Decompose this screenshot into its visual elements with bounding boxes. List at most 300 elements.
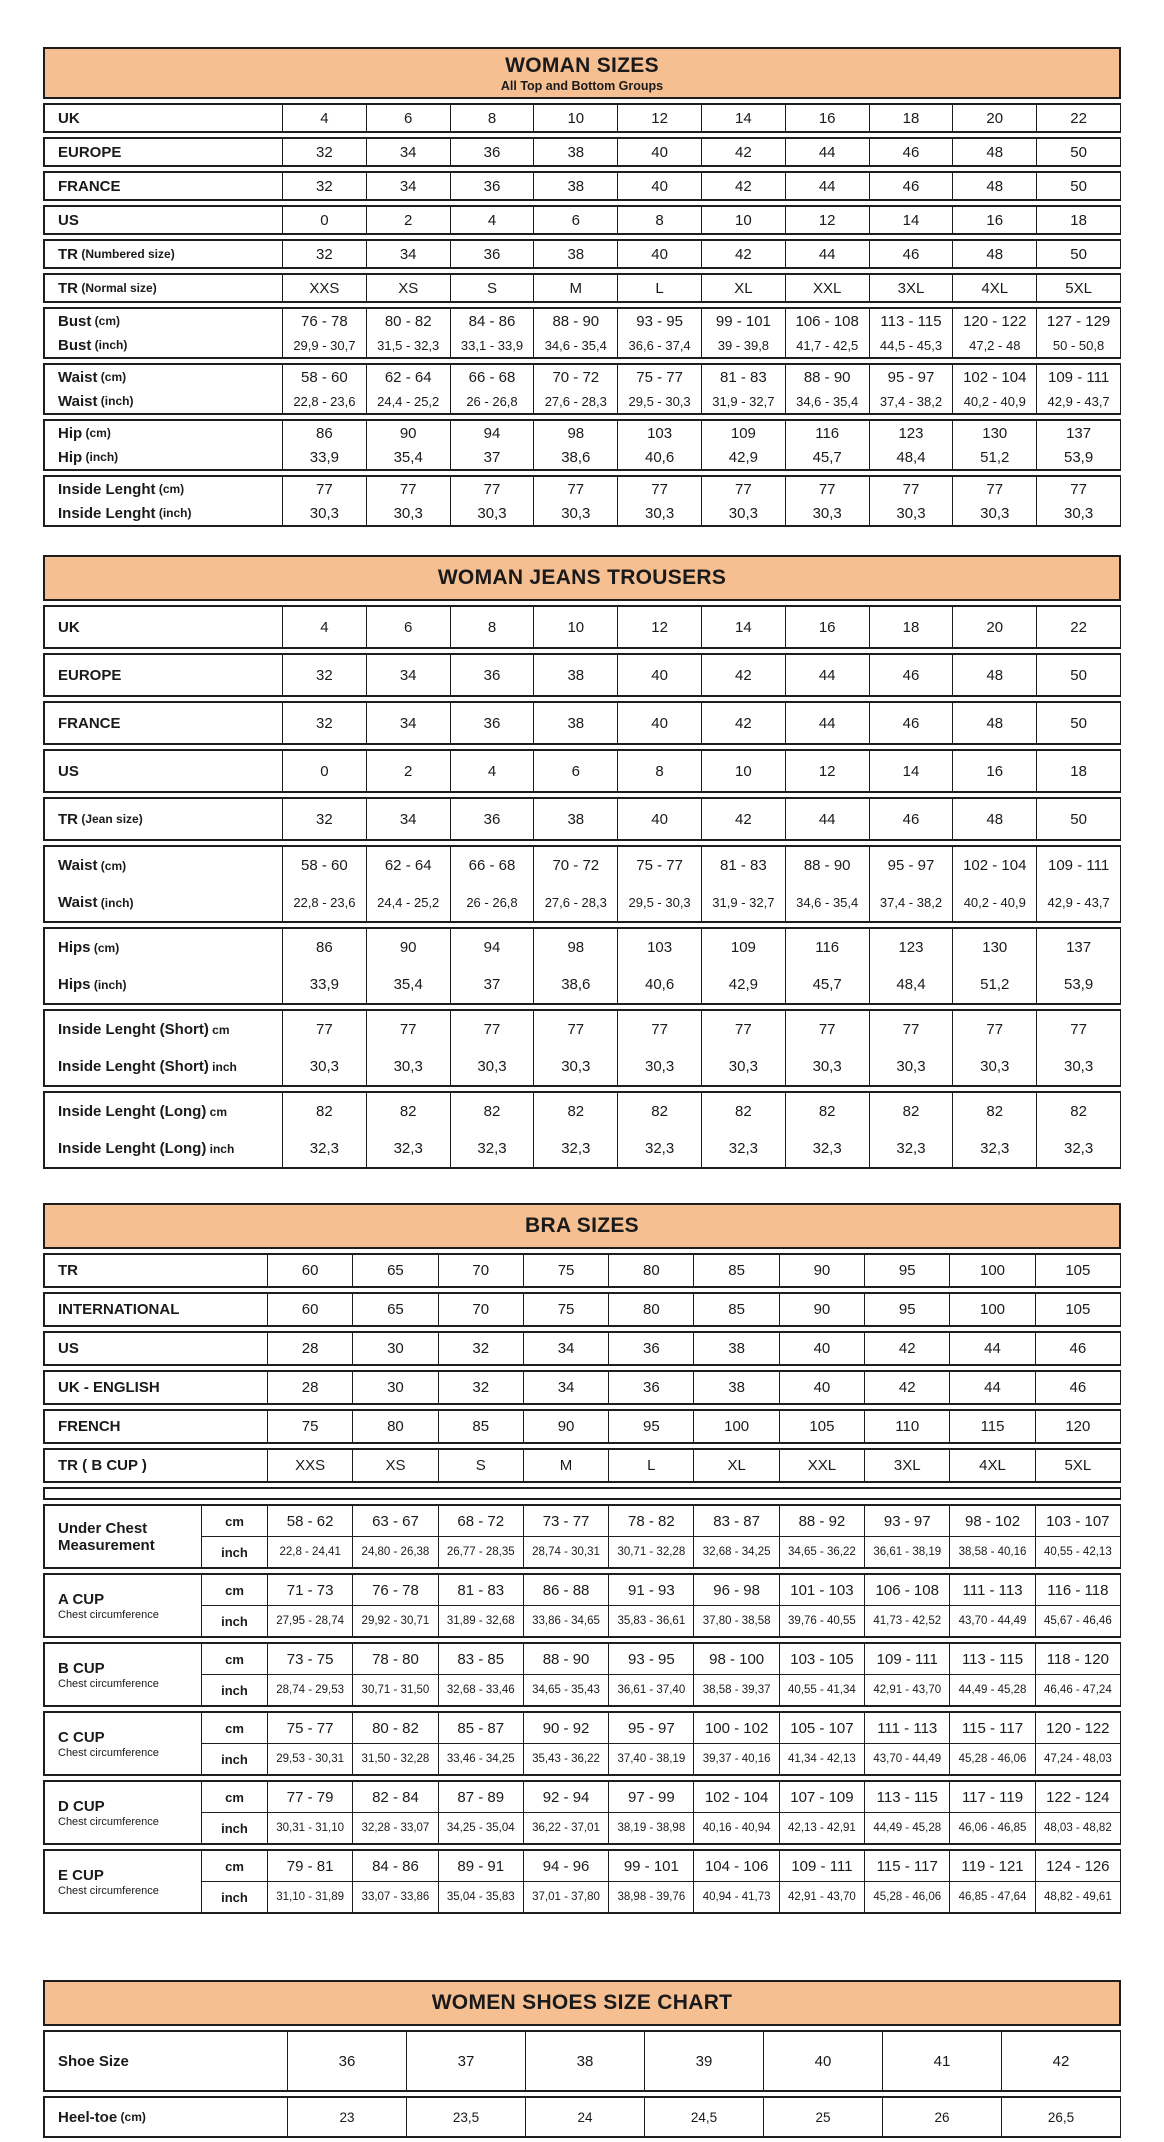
cell-value: 8: [487, 618, 497, 636]
cell-value: 78 - 82: [609, 1506, 693, 1537]
cell-value: 36,61 - 37,40: [617, 1684, 686, 1696]
row-label: Heel-toe (cm): [58, 2108, 146, 2126]
cell-value: 0: [320, 762, 329, 780]
table-cell: [534, 1009, 618, 1087]
table-cell: [780, 1409, 865, 1444]
table-cell: [534, 307, 618, 359]
table-cell: [367, 205, 451, 235]
table-cell: [702, 653, 786, 697]
table-cell: [451, 137, 535, 167]
table-cell: [702, 845, 786, 923]
table-cell: [870, 605, 954, 649]
table-cell: [618, 1009, 702, 1087]
table-cell: [524, 1253, 609, 1288]
cell-value: 44,49 - 45,28: [873, 1822, 942, 1834]
table-cell: [950, 1409, 1035, 1444]
cell-value: 77: [986, 480, 1004, 498]
table-cell: [524, 1642, 609, 1707]
row-label-cell: [43, 749, 283, 793]
table-cell: [451, 419, 535, 471]
table-cell: [1036, 1504, 1121, 1569]
cell-value: 34: [399, 810, 417, 828]
cell-value: 40: [813, 1379, 831, 1396]
cell-value: 38,58 - 39,37: [702, 1684, 771, 1696]
row-label: FRENCH: [58, 1418, 121, 1435]
cell-value: 75: [557, 1262, 575, 1279]
cell-value: 86: [316, 939, 333, 956]
cell-value: 37: [457, 2052, 475, 2070]
cell-value: 40,55 - 42,13: [1043, 1546, 1112, 1558]
row-label: Inside Lenght (Short) inch: [58, 1058, 237, 1075]
table-cell: [439, 1849, 524, 1914]
cell-value: 102 - 104: [694, 1782, 778, 1813]
table-cell: [953, 137, 1037, 167]
cell-value: 44: [984, 1340, 1001, 1357]
table-cell: [618, 205, 702, 235]
cell-value: 38: [567, 666, 585, 684]
cell-value: 86: [316, 424, 333, 442]
table-cell: [702, 797, 786, 841]
table-cell: [451, 205, 535, 235]
row-label-cell: [43, 171, 283, 201]
cell-value: 30,3: [896, 1058, 926, 1075]
table-cell: [786, 419, 870, 471]
row-label: UK: [58, 618, 80, 636]
table-row: [43, 653, 1121, 697]
cell-value: 76 - 78: [301, 312, 348, 330]
table-row: [43, 1253, 1121, 1288]
cell-value: 137: [1066, 424, 1092, 442]
table-cell: [609, 1711, 694, 1776]
cell-value: 20: [986, 618, 1004, 636]
unit-label-inch: inch: [221, 1544, 248, 1560]
table-cell: [953, 927, 1037, 1005]
cell-value: 36: [483, 143, 501, 161]
cell-value: 35,4: [393, 976, 423, 993]
cell-value: 92 - 94: [524, 1782, 608, 1813]
cell-value: 24,5: [690, 2109, 718, 2125]
cell-value: XXL: [807, 1457, 837, 1474]
cell-value: 38,19 - 38,98: [617, 1822, 686, 1834]
table-cell: [451, 103, 535, 133]
cell-value: 82: [986, 1103, 1004, 1120]
cell-value: 40,16 - 40,94: [702, 1822, 771, 1834]
table-cell: [870, 701, 954, 745]
cell-value: 109: [730, 424, 756, 442]
cell-value: 30,3: [477, 1058, 507, 1075]
table-cell: [953, 103, 1037, 133]
cell-value: 109 - 111: [1048, 368, 1110, 386]
row-label: Bust (inch): [58, 336, 128, 354]
table-cell: [439, 1573, 524, 1638]
table-cell: [609, 1448, 694, 1483]
cell-value: XXS: [295, 1457, 326, 1474]
cell-value: 123: [898, 424, 924, 442]
cell-value: 40,55 - 41,34: [788, 1684, 856, 1696]
table-cell: [283, 797, 367, 841]
table-cell: [353, 1292, 438, 1327]
unit-cell: [202, 1849, 268, 1914]
table-row: [43, 273, 1121, 303]
table-cell: [953, 845, 1037, 923]
table-cell: [618, 1091, 702, 1169]
row-label: Bust (cm): [58, 312, 121, 330]
table-cell: [439, 1370, 524, 1405]
table-cell: [451, 927, 535, 1005]
table-cell: [283, 171, 367, 201]
cell-value: 77: [818, 1021, 836, 1038]
cell-value: 98: [567, 939, 585, 956]
cup-sublabel: Chest circumference: [58, 1608, 159, 1621]
unit-label-cm: cm: [202, 1713, 267, 1744]
row-label-cell: [43, 205, 283, 235]
table-cell: [618, 749, 702, 793]
cell-value: 34,25 - 35,04: [446, 1822, 515, 1834]
table-cell: [367, 797, 451, 841]
table-cell: [780, 1448, 865, 1483]
cell-value: 60: [301, 1301, 319, 1318]
cell-value: 115 - 117: [865, 1851, 949, 1882]
cell-value: 82: [735, 1103, 752, 1120]
table-cell: [694, 1504, 779, 1569]
table-cell: [780, 1849, 865, 1914]
cell-value: 24,80 - 26,38: [361, 1546, 430, 1558]
table-row: [43, 1573, 1121, 1638]
cell-value: 28,74 - 30,31: [532, 1546, 600, 1558]
cell-value: 117 - 119: [950, 1782, 1034, 1813]
cell-value: XXL: [813, 279, 842, 297]
table-cell: [353, 1780, 438, 1845]
table-cell: [702, 239, 786, 269]
cell-value: 50: [1070, 245, 1087, 263]
table-cell: [950, 1573, 1035, 1638]
table-cell: [268, 1409, 353, 1444]
row-label-cell: [43, 1370, 268, 1405]
cell-value: 73 - 77: [524, 1506, 608, 1537]
row-label-cell: [43, 103, 283, 133]
table-cell: [870, 137, 954, 167]
cell-value: 36: [483, 714, 501, 732]
cell-value: 37,40 - 38,19: [617, 1753, 686, 1765]
cell-value: 81 - 83: [720, 857, 767, 874]
table-title: WOMAN SIZES: [505, 54, 659, 77]
table-cell: [609, 1642, 694, 1707]
cell-value: 88 - 90: [803, 857, 851, 874]
table-cell: [865, 1711, 950, 1776]
cell-value: 106 - 108: [795, 312, 859, 330]
table-cell: [953, 653, 1037, 697]
table-cell: [534, 653, 618, 697]
cell-value: 42: [735, 143, 752, 161]
cell-value: 38,6: [561, 448, 591, 466]
cell-value: 39: [695, 2052, 713, 2070]
cup-sublabel: Chest circumference: [58, 1815, 159, 1828]
table-row: [43, 1711, 1121, 1776]
row-label: TR (Jean size): [58, 810, 143, 828]
cell-value: 37: [483, 448, 501, 466]
cell-value: 22,8 - 23,6: [293, 895, 356, 910]
row-label-cell: [43, 1448, 268, 1483]
cell-value: 12: [818, 211, 836, 229]
cell-value: 34: [557, 1379, 575, 1396]
cup-sublabel: Chest circumference: [58, 1677, 159, 1690]
table-cell: [883, 2096, 1002, 2138]
cell-value: 28: [301, 1340, 319, 1357]
table-cell: [268, 1370, 353, 1405]
cell-value: 42,9: [728, 976, 758, 993]
cell-value: 44: [818, 666, 836, 684]
cell-value: 27,6 - 28,3: [544, 895, 607, 910]
cell-value: 46: [1069, 1379, 1087, 1396]
table-cell: [451, 1091, 535, 1169]
cell-value: 33,46 - 34,25: [446, 1753, 515, 1765]
cell-value: 35,83 - 36,61: [617, 1615, 686, 1627]
cell-value: 100: [980, 1301, 1006, 1318]
cell-value: 31,10 - 31,89: [276, 1891, 345, 1903]
table-cell: [534, 475, 618, 527]
cell-value: 75 - 77: [636, 368, 683, 386]
cell-value: 32,3: [644, 1140, 675, 1157]
table-cell: [780, 1711, 865, 1776]
cell-value: 18: [902, 618, 920, 636]
cell-value: 33,9: [309, 976, 339, 993]
table-cell: [870, 1009, 954, 1087]
cell-value: 10: [735, 211, 752, 229]
cell-value: 48: [986, 666, 1004, 684]
cell-value: 29,5 - 30,3: [628, 895, 691, 910]
cell-value: 40: [651, 714, 668, 732]
cell-value: 34,65 - 35,43: [532, 1684, 600, 1696]
table-cell: [526, 2030, 645, 2092]
table-row: [43, 1642, 1121, 1707]
cell-value: 32: [316, 810, 333, 828]
cell-value: 77: [818, 480, 836, 498]
cup-sublabel: Chest circumference: [58, 1746, 159, 1759]
row-label: Waist (cm): [58, 368, 127, 386]
cell-value: 98: [567, 424, 585, 442]
cell-value: 77: [1070, 480, 1087, 498]
cell-value: 77: [651, 480, 668, 498]
cell-value: 107 - 109: [780, 1782, 864, 1813]
row-label: Hips (inch): [58, 976, 127, 993]
cell-value: 42,9 - 43,7: [1047, 393, 1110, 409]
table-cell: [1036, 1448, 1121, 1483]
cell-value: 90 - 92: [524, 1713, 608, 1744]
table-cell: [534, 171, 618, 201]
cell-value: 39,37 - 40,16: [702, 1753, 771, 1765]
cell-value: 40,6: [644, 976, 675, 993]
table-cell: [953, 605, 1037, 649]
unit-label-inch: inch: [221, 1820, 248, 1836]
table-cell: [694, 1711, 779, 1776]
cell-value: 30,3: [980, 504, 1010, 522]
table-cell: [353, 1849, 438, 1914]
table-cell: [268, 1331, 353, 1366]
cell-value: 5XL: [1065, 279, 1092, 297]
cell-value: 85: [728, 1262, 745, 1279]
cell-value: 29,53 - 30,31: [276, 1753, 345, 1765]
cell-value: 2: [404, 211, 413, 229]
cell-value: 10: [735, 762, 752, 780]
table-cell: [953, 701, 1037, 745]
table-cell: [870, 927, 954, 1005]
table-cell: [288, 2030, 407, 2092]
cell-value: 100: [724, 1418, 750, 1435]
row-label-cell: [43, 2030, 288, 2092]
table-cell: [268, 1292, 353, 1327]
table-cell: [367, 1091, 451, 1169]
table-row: [43, 363, 1121, 415]
cell-value: 4: [320, 109, 329, 127]
cell-value: 31,9 - 32,7: [712, 393, 775, 409]
unit-label-cm: cm: [202, 1851, 267, 1882]
cell-value: 32,3: [477, 1140, 507, 1157]
cell-value: 115: [980, 1418, 1005, 1435]
table-cell: [1037, 797, 1121, 841]
table-cell: [870, 653, 954, 697]
cell-value: 38,98 - 39,76: [617, 1891, 686, 1903]
cell-value: 33,1 - 33,9: [460, 337, 524, 353]
cell-value: 97 - 99: [609, 1782, 693, 1813]
cell-value: 42: [735, 666, 752, 684]
row-label: TR (Numbered size): [58, 245, 175, 263]
unit-cell: [202, 1642, 268, 1707]
table-cell: [645, 2096, 764, 2138]
table-cell: [407, 2030, 526, 2092]
table-cell: [870, 239, 954, 269]
row-label-cell: [43, 1253, 268, 1288]
row-label: Hips (cm): [58, 939, 120, 956]
table-row: [43, 1091, 1121, 1169]
row-label: Inside Lenght (Long) cm: [58, 1103, 227, 1120]
cell-value: 40,2 - 40,9: [963, 393, 1026, 409]
cell-value: 82: [902, 1103, 920, 1120]
table-cell: [618, 103, 702, 133]
table-cell: [283, 419, 367, 471]
jeans-trousers-table: [43, 601, 1121, 1173]
table-cell: [618, 605, 702, 649]
cell-value: 48: [986, 245, 1004, 263]
cell-value: 46,06 - 46,85: [958, 1822, 1027, 1834]
cell-value: 53,9: [1063, 448, 1094, 466]
table-cell: [367, 701, 451, 745]
cell-value: 26 - 26,8: [466, 393, 518, 409]
table-cell: [283, 605, 367, 649]
table-cell: [694, 1409, 779, 1444]
cell-value: 30,3: [561, 504, 591, 522]
cell-value: 34,65 - 36,22: [788, 1546, 856, 1558]
table-cell: [694, 1292, 779, 1327]
table-cell: [534, 239, 618, 269]
cell-value: 103 - 105: [780, 1644, 864, 1675]
cell-value: 110: [895, 1418, 920, 1435]
cell-value: 68 - 72: [439, 1506, 523, 1537]
row-label-cell: [43, 1504, 202, 1569]
cell-value: 37,01 - 37,80: [532, 1891, 600, 1903]
table-cell: [702, 1009, 786, 1087]
table-cell: [367, 845, 451, 923]
cell-value: 70: [472, 1262, 490, 1279]
table-cell: [694, 1642, 779, 1707]
cell-value: 113 - 115: [880, 312, 942, 330]
table-cell: [353, 1409, 438, 1444]
table-cell: [367, 605, 451, 649]
cell-value: 51,2: [980, 976, 1010, 993]
cell-value: 26,77 - 28,35: [446, 1546, 515, 1558]
table-cell: [1036, 1292, 1121, 1327]
table-cell: [702, 171, 786, 201]
cell-value: 22,8 - 23,6: [293, 393, 356, 409]
cell-value: 88 - 90: [524, 1644, 608, 1675]
table-cell: [702, 103, 786, 133]
table-cell: [367, 363, 451, 415]
table-cell: [451, 1009, 535, 1087]
cell-value: 106 - 108: [865, 1575, 949, 1606]
row-label-cell: [43, 605, 283, 649]
table-cell: [1036, 1711, 1121, 1776]
table-cell: [439, 1331, 524, 1366]
row-label: Waist (cm): [58, 857, 127, 874]
table-cell: [870, 749, 954, 793]
cell-value: 105 - 107: [780, 1713, 864, 1744]
cell-value: 85: [472, 1418, 490, 1435]
table-cell: [694, 1331, 779, 1366]
table-cell: [870, 419, 954, 471]
row-label: UK - ENGLISH: [58, 1379, 160, 1396]
cell-value: 100 - 102: [694, 1713, 778, 1744]
cell-value: 60: [301, 1262, 319, 1279]
cell-value: 40,2 - 40,9: [963, 895, 1026, 910]
table-cell: [534, 605, 618, 649]
table-cell: [609, 1573, 694, 1638]
cell-value: 82: [483, 1103, 501, 1120]
row-label-cell: [43, 1009, 283, 1087]
row-label: FRANCE: [58, 714, 121, 732]
table-cell: [618, 701, 702, 745]
row-label: INTERNATIONAL: [58, 1301, 180, 1318]
table-cell: [786, 363, 870, 415]
cell-value: 120: [1065, 1418, 1091, 1435]
cell-value: 29,92 - 30,71: [361, 1615, 430, 1627]
table-cell: [534, 137, 618, 167]
cell-value: 34: [557, 1340, 575, 1357]
table-cell: [786, 605, 870, 649]
jeans-title-band: [43, 555, 1121, 601]
cell-value: 93 - 95: [636, 312, 683, 330]
cell-value: 118 - 120: [1036, 1644, 1120, 1675]
cup-label: E CUP: [58, 1866, 104, 1884]
table-cell: [353, 1573, 438, 1638]
cell-value: 43,70 - 44,49: [873, 1753, 942, 1765]
cell-value: 77: [316, 480, 333, 498]
table-cell: [367, 171, 451, 201]
cell-value: 50: [1070, 177, 1087, 195]
cell-value: 75 - 77: [636, 857, 683, 874]
cell-value: 30: [387, 1379, 404, 1396]
cell-value: 130: [982, 939, 1008, 956]
cell-value: 81 - 83: [720, 368, 767, 386]
cell-value: 32,3: [896, 1140, 926, 1157]
table-cell: [786, 797, 870, 841]
cell-value: 16: [986, 762, 1004, 780]
table-subtitle: All Top and Bottom Groups: [500, 79, 664, 93]
table-cell: [353, 1504, 438, 1569]
cell-value: 80 - 82: [384, 312, 432, 330]
table-cell: [786, 239, 870, 269]
cell-value: 95: [642, 1418, 660, 1435]
cell-value: 120 - 122: [1036, 1713, 1120, 1744]
row-label: FRANCE: [58, 177, 121, 195]
